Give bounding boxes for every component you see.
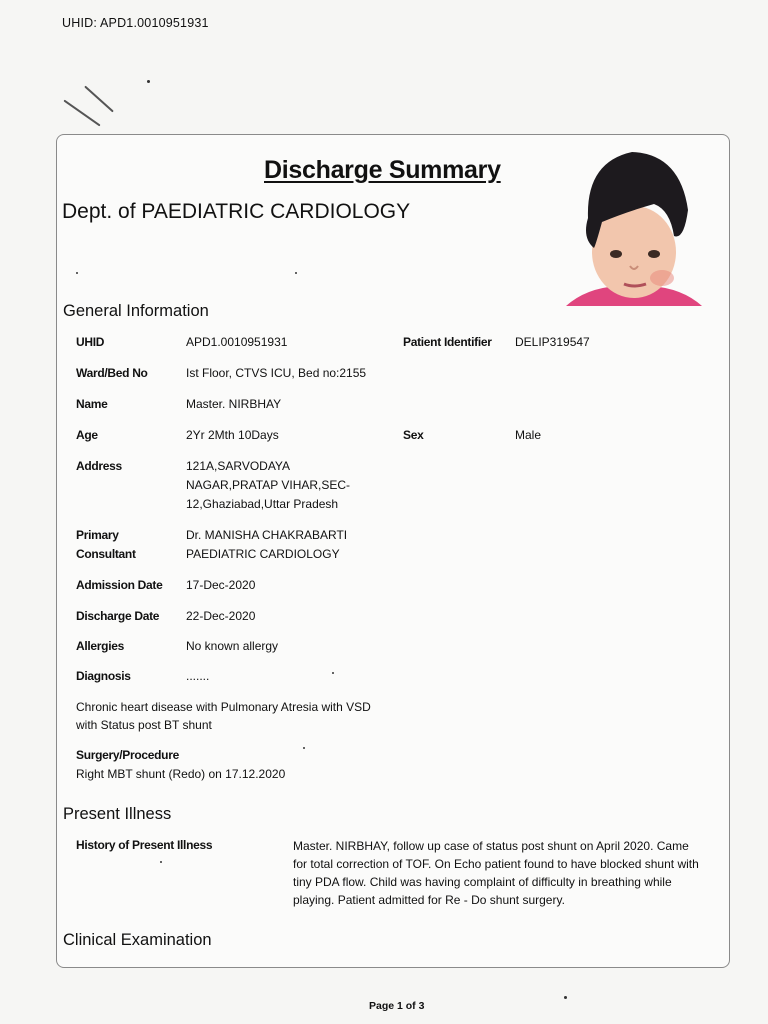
scan-speck bbox=[76, 272, 78, 274]
uhid-value: APD1.0010951931 bbox=[186, 335, 288, 349]
general-information-heading: General Information bbox=[63, 302, 209, 320]
admission-date-label: Admission Date bbox=[76, 578, 163, 592]
admission-date-value: 17-Dec-2020 bbox=[186, 578, 256, 592]
address-label: Address bbox=[76, 459, 122, 473]
diagnosis-value: ....... bbox=[186, 669, 210, 683]
discharge-date-value: 22-Dec-2020 bbox=[186, 609, 256, 623]
scan-speck bbox=[332, 672, 334, 674]
uhid-label: UHID bbox=[76, 335, 105, 349]
history-label: History of Present Illness bbox=[76, 838, 213, 852]
allergies-label: Allergies bbox=[76, 639, 124, 653]
discharge-date-label: Discharge Date bbox=[76, 609, 160, 623]
name-label: Name bbox=[76, 397, 108, 411]
age-label: Age bbox=[76, 428, 98, 442]
scan-speck bbox=[160, 861, 162, 863]
patient-identifier-label: Patient Identifier bbox=[403, 335, 492, 349]
scan-speck bbox=[564, 996, 567, 999]
sex-label: Sex bbox=[403, 428, 424, 442]
consultant-department: PAEDIATRIC CARDIOLOGY bbox=[186, 547, 340, 561]
staple-mark bbox=[63, 100, 100, 127]
consultant-name: Dr. MANISHA CHAKRABARTI bbox=[186, 528, 348, 542]
history-text: tiny PDA flow. Child was having complaint of difficulty in breathing while bbox=[293, 875, 672, 889]
clinical-examination-heading: Clinical Examination bbox=[63, 931, 212, 949]
allergies-value: No known allergy bbox=[186, 639, 279, 653]
sex-value: Male bbox=[515, 428, 542, 442]
scan-speck bbox=[303, 747, 305, 749]
page-number: Page 1 of 3 bbox=[369, 1000, 425, 1012]
consultant-label: Consultant bbox=[76, 547, 136, 561]
diagnosis-text: Chronic heart disease with Pulmonary Atresia with VSD bbox=[76, 700, 371, 714]
diagnosis-label: Diagnosis bbox=[76, 669, 131, 683]
surgery-procedure-value: Right MBT shunt (Redo) on 17.12.2020 bbox=[76, 767, 286, 781]
name-value: Master. NIRBHAY bbox=[186, 397, 282, 411]
present-illness-heading: Present Illness bbox=[63, 805, 172, 823]
consultant-label: Primary bbox=[76, 528, 119, 542]
address-line: 12,Ghaziabad,Uttar Pradesh bbox=[186, 497, 339, 511]
history-text: Master. NIRBHAY, follow up case of status post shunt on April 2020. Came bbox=[293, 839, 689, 853]
address-line: 121A,SARVODAYA bbox=[186, 459, 291, 473]
ward-bed-value: Ist Floor, CTVS ICU, Bed no:2155 bbox=[186, 366, 367, 380]
document-title: Discharge Summary bbox=[264, 156, 501, 184]
ward-bed-label: Ward/Bed No bbox=[76, 366, 148, 380]
scan-speck bbox=[295, 272, 297, 274]
header-uhid: UHID: APD1.0010951931 bbox=[62, 16, 209, 30]
age-value: 2Yr 2Mth 10Days bbox=[186, 428, 279, 442]
staple-mark bbox=[84, 86, 114, 113]
patient-photo bbox=[566, 148, 702, 306]
scan-speck bbox=[147, 80, 150, 83]
history-text: for total correction of TOF. On Echo patient found to have blocked shunt with bbox=[293, 857, 699, 871]
department-name: Dept. of PAEDIATRIC CARDIOLOGY bbox=[62, 200, 411, 223]
surgery-procedure-label: Surgery/Procedure bbox=[76, 748, 179, 762]
patient-identifier-value: DELIP319547 bbox=[515, 335, 590, 349]
diagnosis-text: with Status post BT shunt bbox=[76, 718, 212, 732]
history-text: playing. Patient admitted for Re - Do shunt surgery. bbox=[293, 893, 565, 907]
address-line: NAGAR,PRATAP VIHAR,SEC- bbox=[186, 478, 351, 492]
